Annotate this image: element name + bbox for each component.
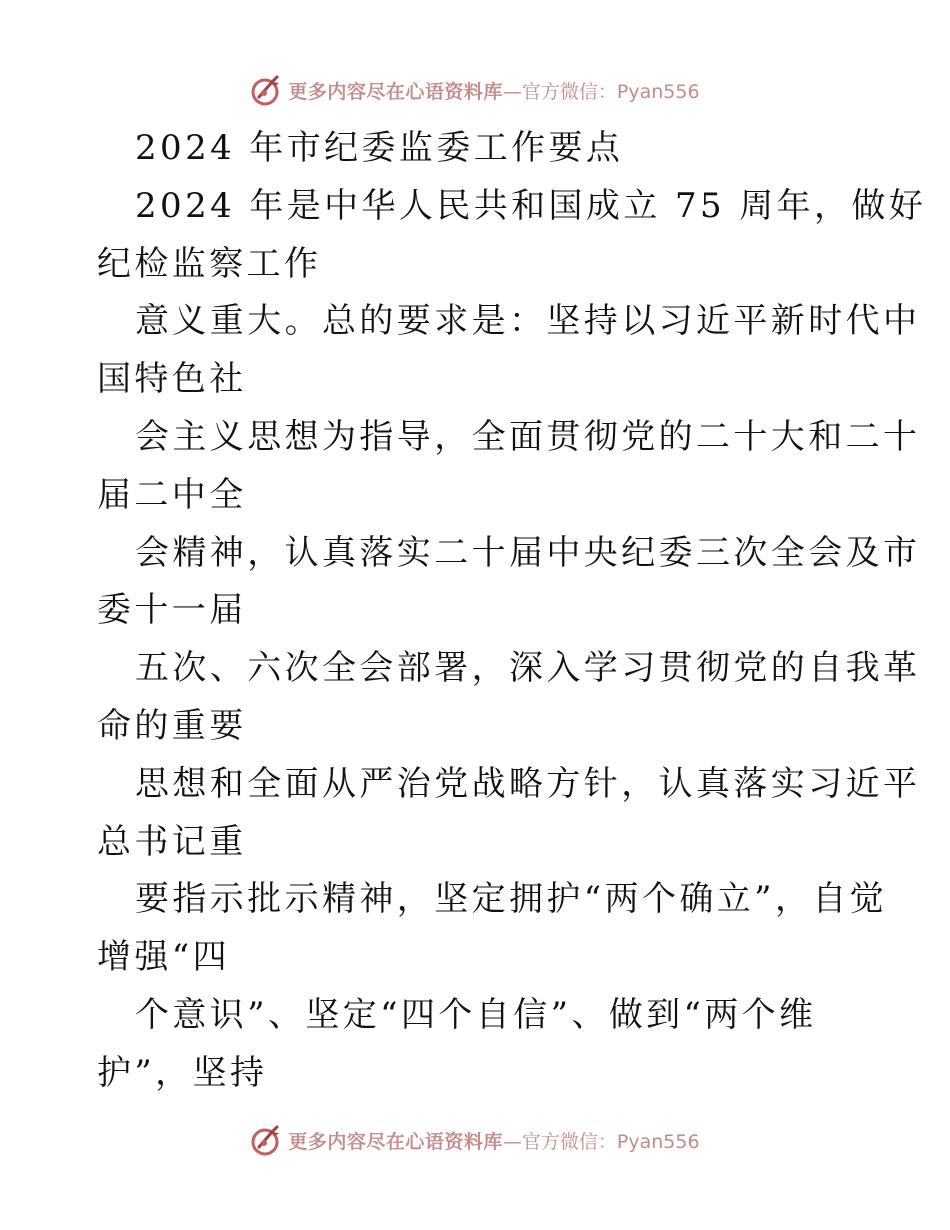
document-title: 2024 年市纪委监委工作要点 [135,128,624,168]
document-body [97,120,927,1103]
text-line: 命的重要 [97,705,247,746]
text-line: 思想和全面从严治党战略方针，认真落实习近平 [135,763,921,804]
text-line: 个意识”、坚定“四个自信”、做到“两个维 [135,994,817,1035]
text-line: 国特色社 [97,359,247,400]
text-line: 护”，坚持 [97,1052,268,1093]
watermark-sub-text: —官方微信：Pyan556 [502,1130,700,1153]
text-line: 总书记重 [97,821,247,862]
text-line: 2024 年是中华人民共和国成立 75 周年，做好 [135,185,927,226]
watermark-sub-text: —官方微信：Pyan556 [502,80,700,103]
text-line: 会主义思想为指导，全面贯彻党的二十大和二十 [135,416,921,457]
text-line: 要指示批示精神，坚定拥护“两个确立”，自觉 [135,879,888,920]
text-line: 增强“四 [97,937,230,978]
text-line: 会精神，认真落实二十届中央纪委三次全会及市 [135,532,921,573]
watermark-main-text: 更多内容尽在心语资料库 [288,1130,503,1153]
text-line: 五次、六次全会部署，深入学习贯彻党的自我革 [135,648,921,689]
watermark-main-text: 更多内容尽在心语资料库 [288,80,503,103]
paragraph-lines [97,178,927,1103]
text-line: 纪检监察工作 [97,243,322,284]
brand-logo-icon [250,73,284,107]
header-watermark [0,70,950,110]
brand-logo-icon [250,1123,284,1157]
text-line: 委十一届 [97,590,247,631]
footer-watermark [0,1120,950,1160]
text-line: 届二中全 [97,474,247,515]
text-line: 意义重大。总的要求是：坚持以习近平新时代中 [135,301,921,342]
